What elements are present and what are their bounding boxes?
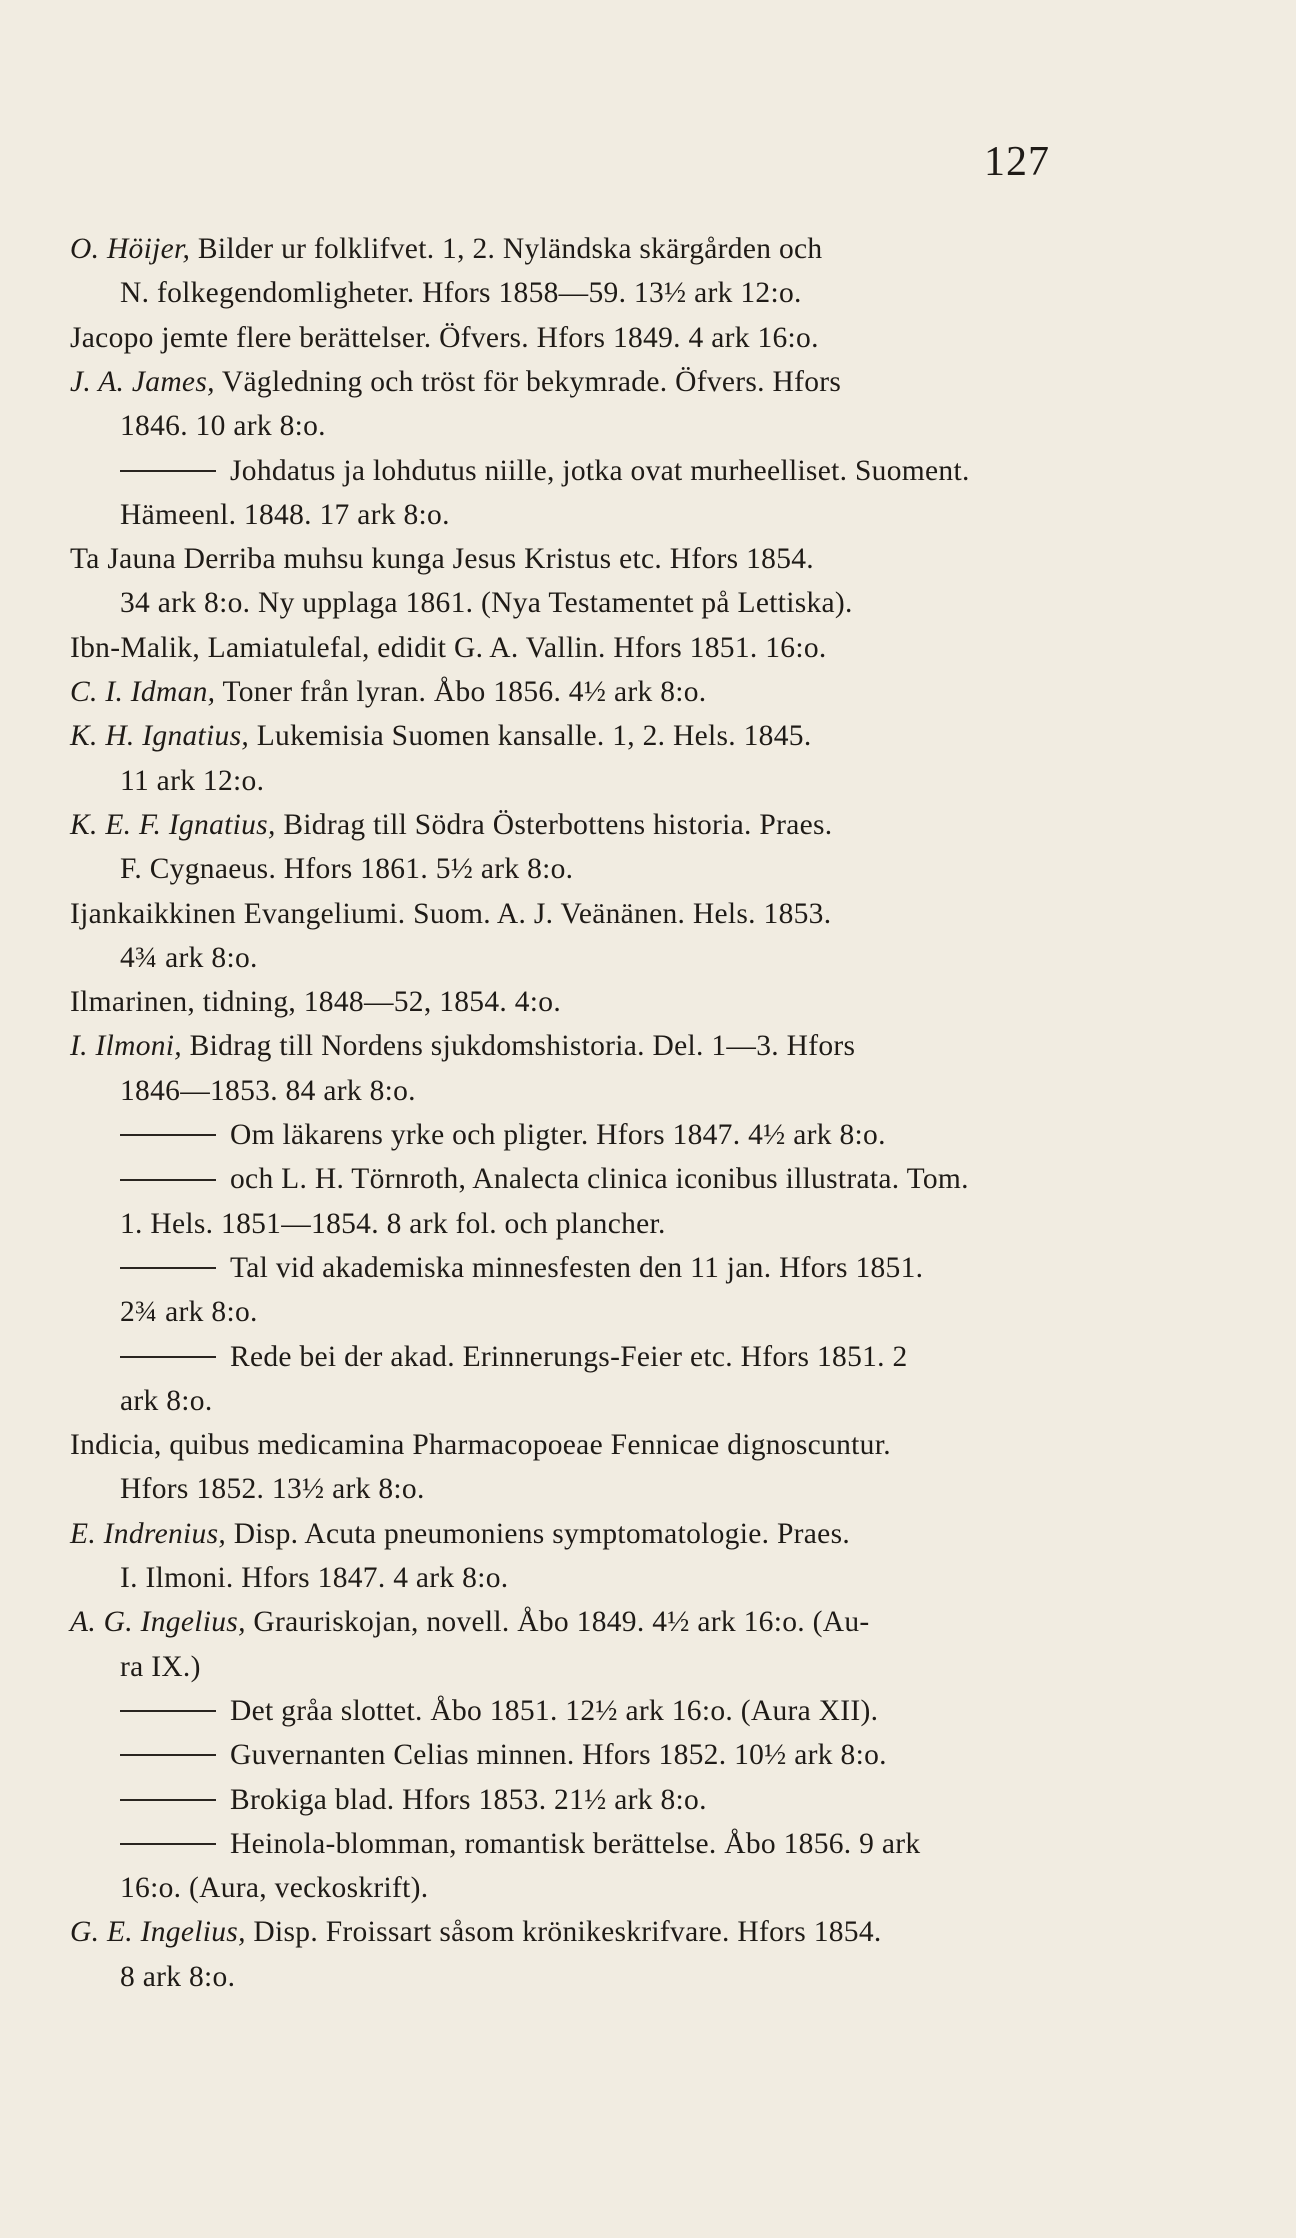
entry-text: 11 ark 12:o. — [120, 764, 265, 797]
entry-text: Ibn-Malik, Lamiatulefal, edidit G. A. Vallin. Hfors 1851. 16:o. — [70, 631, 827, 664]
entry-line — [120, 1205, 666, 1243]
entry-line — [120, 1692, 878, 1730]
entry-text: 16:o. (Aura, veckoskrift). — [120, 1872, 429, 1905]
entry-line — [120, 850, 573, 888]
entry-text: 2¾ ark 8:o. — [120, 1296, 258, 1329]
author-name: I. Ilmoni, — [70, 1030, 182, 1063]
entry-text: Hfors 1852. 13½ ark 8:o. — [120, 1473, 425, 1506]
entry-text: Brokiga blad. Hfors 1853. 21½ ark 8:o. — [230, 1783, 707, 1816]
entry-line — [120, 1781, 707, 1819]
author-name: J. A. James, — [70, 365, 215, 398]
entry-text: Hämeenl. 1848. 17 ark 8:o. — [120, 498, 450, 531]
entry-text: ra IX.) — [120, 1650, 201, 1683]
entry-line — [120, 1869, 428, 1907]
entry-text: 34 ark 8:o. Ny upplaga 1861. (Nya Testamentet på Lettiska). — [120, 587, 853, 620]
entry-line — [120, 274, 802, 312]
author-name: A. G. Ingelius, — [70, 1606, 246, 1639]
entry-line — [70, 983, 561, 1021]
entry-text: Ta Jauna Derriba muhsu kunga Jesus Kristus etc. Hfors 1854. — [70, 543, 814, 576]
entry-text: F. Cygnaeus. Hfors 1861. 5½ ark 8:o. — [120, 853, 574, 886]
author-name: G. E. Ingelius, — [70, 1916, 246, 1949]
entry-text: Om läkarens yrke och pligter. Hfors 1847. 4½ ark 8:o. — [230, 1119, 886, 1151]
entry-line — [120, 1160, 969, 1198]
entry-text: Bidrag till Nordens sjukdomshistoria. Del. 1—3. Hfors — [181, 1030, 856, 1063]
entry-line — [120, 1338, 908, 1376]
entry-text: Bidrag till Södra Österbottens historia. Praes. — [275, 808, 833, 841]
ditto-dash — [120, 1356, 216, 1358]
entry-text: Indicia, quibus medicamina Pharmacopoeae Fennicae dignoscuntur. — [70, 1429, 891, 1462]
ditto-dash — [120, 470, 216, 472]
entry-line — [70, 1603, 870, 1641]
entry-text: Lukemisia Suomen kansalle. 1, 2. Hels. 1845. — [249, 720, 812, 753]
ditto-dash — [120, 1799, 216, 1801]
entry-line — [120, 1116, 886, 1154]
entry-line — [70, 895, 831, 933]
entry-line — [120, 939, 258, 977]
entry-text: Guvernanten Celias minnen. Hfors 1852. 10½ ark 8:o. — [230, 1739, 887, 1772]
entry-text: Det gråa slottet. Åbo 1851. 12½ ark 16:o. (Aura XII). — [230, 1694, 879, 1727]
entry-line — [120, 584, 853, 622]
entry-line — [120, 1825, 920, 1863]
entry-line — [120, 1382, 213, 1420]
entry-text: Bilder ur folklifvet. 1, 2. Nyländska skärgården och — [190, 233, 823, 265]
entry-text: Vägledning och tröst för bekymrade. Öfvers. Hfors — [214, 365, 842, 398]
entry-line — [120, 1470, 425, 1508]
entry-line — [120, 1072, 416, 1110]
entry-text: I. Ilmoni. Hfors 1847. 4 ark 8:o. — [120, 1562, 509, 1594]
entry-line — [70, 540, 814, 578]
entry-line — [120, 1958, 235, 1996]
entry-line — [120, 496, 450, 534]
entry-line — [120, 1293, 258, 1331]
entry-text: Ijankaikkinen Evangeliumi. Suom. A. J. Veänänen. Hels. 1853. — [70, 897, 832, 930]
entry-text: 8 ark 8:o. — [120, 1960, 236, 1993]
page-number: 127 — [984, 139, 1050, 185]
entry-text: Toner från lyran. Åbo 1856. 4½ ark 8:o. — [215, 676, 707, 708]
entry-line — [70, 1913, 882, 1951]
entry-text: Johdatus ja lohdutus niille, jotka ovat murheelliset. Suoment. — [230, 454, 970, 487]
entry-text: Rede bei der akad. Erinnerungs-Feier etc. Hfors 1851. 2 — [230, 1340, 908, 1373]
ditto-dash — [120, 1710, 216, 1712]
entry-text: Jacopo jemte flere berättelser. Öfvers. Hfors 1849. 4 ark 16:o. — [70, 321, 819, 354]
entry-line — [120, 1736, 887, 1774]
entry-text: Ilmarinen, tidning, 1848—52, 1854. 4:o. — [70, 986, 562, 1019]
entry-line — [70, 629, 827, 667]
entry-line — [120, 452, 970, 490]
entry-line — [70, 1426, 891, 1464]
author-name: C. I. Idman, — [70, 676, 216, 708]
entry-line — [70, 363, 841, 401]
entry-line — [70, 319, 819, 357]
ditto-dash — [120, 1267, 216, 1269]
entry-text: Heinola-blomman, romantisk berättelse. Åbo 1856. 9 ark — [230, 1827, 921, 1860]
entry-text: 1. Hels. 1851—1854. 8 ark fol. och plancher. — [120, 1207, 666, 1240]
author-name: O. Höijer, — [70, 233, 191, 265]
entry-text: ark 8:o. — [120, 1384, 213, 1417]
entry-text: Disp. Froissart såsom krönikeskrifvare. Hfors 1854. — [245, 1916, 882, 1949]
entry-text: Grauriskojan, novell. Åbo 1849. 4½ ark 16:o. (Au- — [245, 1606, 870, 1639]
entry-line — [70, 806, 832, 844]
ditto-dash — [120, 1134, 216, 1136]
entry-text: 4¾ ark 8:o. — [120, 941, 258, 974]
entry-line — [120, 1648, 201, 1686]
entry-line — [120, 1559, 508, 1597]
entry-line — [70, 230, 822, 268]
entry-line — [70, 717, 812, 755]
ditto-dash — [120, 1179, 216, 1181]
entry-line — [120, 762, 264, 800]
entry-text: Tal vid akademiska minnesfesten den 11 jan. Hfors 1851. — [230, 1251, 924, 1284]
entry-text: 1846—1853. 84 ark 8:o. — [120, 1074, 416, 1107]
ditto-dash — [120, 1754, 216, 1756]
entry-text: 1846. 10 ark 8:o. — [120, 410, 326, 443]
entry-line — [70, 1027, 855, 1065]
author-name: K. H. Ignatius, — [70, 720, 250, 753]
entry-text: Disp. Acuta pneumoniens symptomatologie. Praes. — [226, 1517, 851, 1550]
entry-line — [70, 1515, 850, 1553]
entry-text: N. folkegendomligheter. Hfors 1858—59. 13½ ark 12:o. — [120, 277, 802, 310]
entry-line — [70, 673, 706, 711]
ditto-dash — [120, 1843, 216, 1845]
author-name: K. E. F. Ignatius, — [70, 808, 276, 841]
entry-text: och L. H. Törnroth, Analecta clinica iconibus illustrata. Tom. — [230, 1163, 969, 1196]
author-name: E. Indrenius, — [70, 1517, 227, 1550]
entry-line — [120, 1249, 923, 1287]
entry-line — [120, 407, 326, 445]
